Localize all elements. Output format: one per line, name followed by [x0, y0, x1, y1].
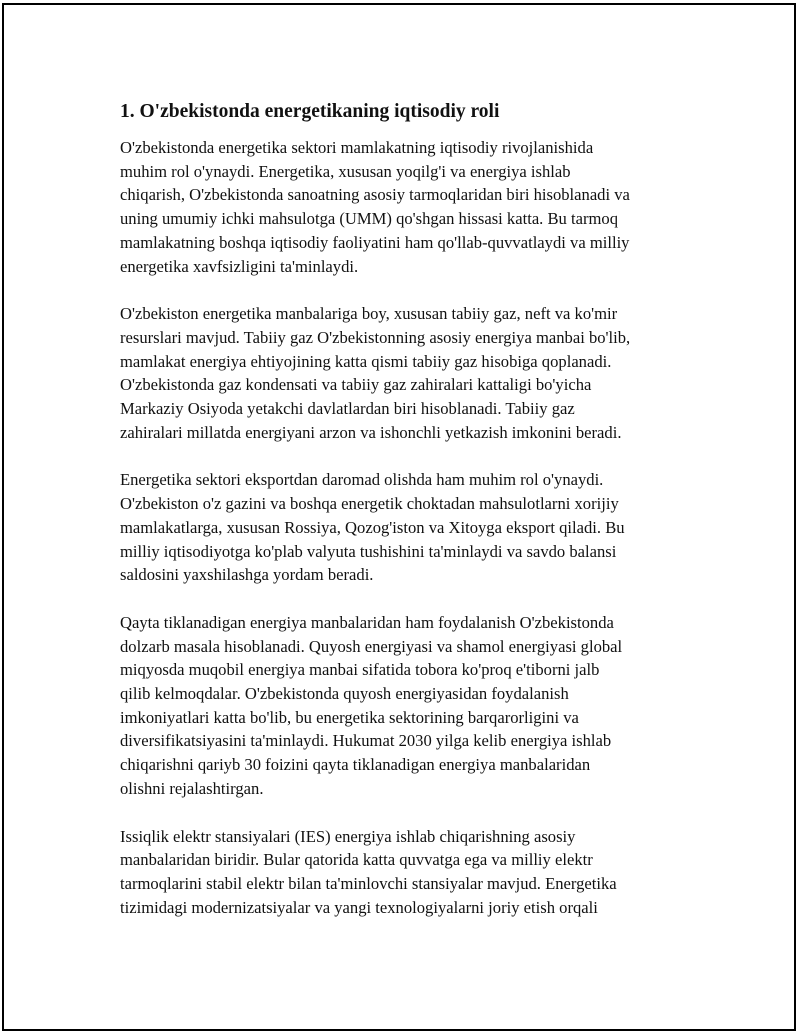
text-line: milliy iqtisodiyotga ko'plab valyuta tushishini ta'minlaydi va savdo balansi [120, 541, 617, 561]
text-line: zahiralari millatda energiyani arzon va ishonchli yetkazish imkonini beradi. [120, 422, 622, 442]
text-line: muhim rol o'ynaydi. Energetika, xususan yoqilg'i va energiya ishlab [120, 161, 571, 181]
text-line: saldosini yaxshilashga yordam beradi. [120, 565, 374, 585]
text-line: tarmoqlarini stabil elektr bilan ta'minlovchi stansiyalar mavjud. Energetika [120, 873, 617, 893]
text-line: O'zbekiston o'z gazini va boshqa energetik choktadan mahsulotlarni xorijiy [120, 494, 619, 514]
text-line: Qayta tiklanadigan energiya manbalaridan ham foydalanish O'zbekistonda [120, 612, 614, 632]
text-line: tizimidagi modernizatsiyalar va yangi texnologiyalarni joriy etish orqali [120, 897, 598, 917]
paragraph-4 [120, 611, 700, 801]
text-line: uning umumiy ichki mahsulotga (UMM) qo'shgan hissasi katta. Bu tarmoq [120, 209, 618, 229]
text-line: chiqarishni qariyb 30 foizini qayta tiklanadigan energiya manbalaridan [120, 755, 591, 775]
page-frame [2, 3, 796, 1031]
text-line: resurslari mavjud. Tabiiy gaz O'zbekistonning asosiy energiya manbai bo'lib, [120, 327, 631, 347]
text-line: O'zbekistonda energetika sektori mamlakatning iqtisodiy rivojlanishida [120, 138, 594, 157]
text-line: energetika xavfsizligini ta'minlaydi. [120, 256, 359, 276]
text-line: qilib kelmoqdalar. O'zbekistonda quyosh energiyasidan foydalanish [120, 684, 569, 704]
text-line: Markaziy Osiyoda yetakchi davlatlardan biri hisoblanadi. Tabiiy gaz [120, 399, 575, 419]
text-line: mamlakatlarga, xususan Rossiya, Qozog'iston va Xitoyga eksport qiladi. Bu [120, 517, 625, 537]
text-line: Energetika sektori eksportdan daromad olishda ham muhim rol o'ynaydi. [120, 470, 604, 490]
text-line: chiqarish, O'zbekistonda sanoatning asosiy tarmoqlaridan biri hisoblanadi va [120, 185, 630, 205]
text-line: O'zbekiston energetika manbalariga boy, xususan tabiiy gaz, neft va ko'mir [120, 304, 618, 324]
paragraph-1 [120, 136, 700, 278]
text-line: Issiqlik elektr stansiyalari (IES) energiya ishlab chiqarishning asosiy [120, 826, 576, 846]
text-line: manbalaridan biridir. Bular qatorida katta quvvatga ega va milliy elektr [120, 850, 593, 870]
paragraph-list [120, 136, 700, 919]
text-line: diversifikatsiyasini ta'minlaydi. Hukumat 2030 yilga kelib energiya ishlab [120, 731, 612, 751]
document-body [120, 98, 700, 943]
text-line: dolzarb masala hisoblanadi. Quyosh energiyasi va shamol energiyasi global [120, 636, 623, 656]
text-line: mamlakat energiya ehtiyojining katta qismi tabiiy gaz hisobiga qoplanadi. [120, 351, 612, 371]
text-line: olishni rejalashtirgan. [120, 778, 264, 798]
paragraph-2 [120, 302, 700, 444]
text-line: O'zbekistonda gaz kondensati va tabiiy gaz zahiralari kattaligi bo'yicha [120, 375, 592, 395]
text-line: imkoniyatlari katta bo'lib, bu energetika sektorining barqarorligini va [120, 707, 579, 727]
text-line: mamlakatning boshqa iqtisodiy faoliyatini ham qo'llab-quvvatlaydi va milliy [120, 232, 630, 252]
paragraph-5 [120, 825, 700, 920]
section-heading: 1. O'zbekistonda energetikaning iqtisodiy roli [120, 101, 500, 122]
text-line: miqyosda muqobil energiya manbai sifatida tobora ko'proq e'tiborni jalb [120, 660, 600, 680]
paragraph-3 [120, 468, 700, 587]
